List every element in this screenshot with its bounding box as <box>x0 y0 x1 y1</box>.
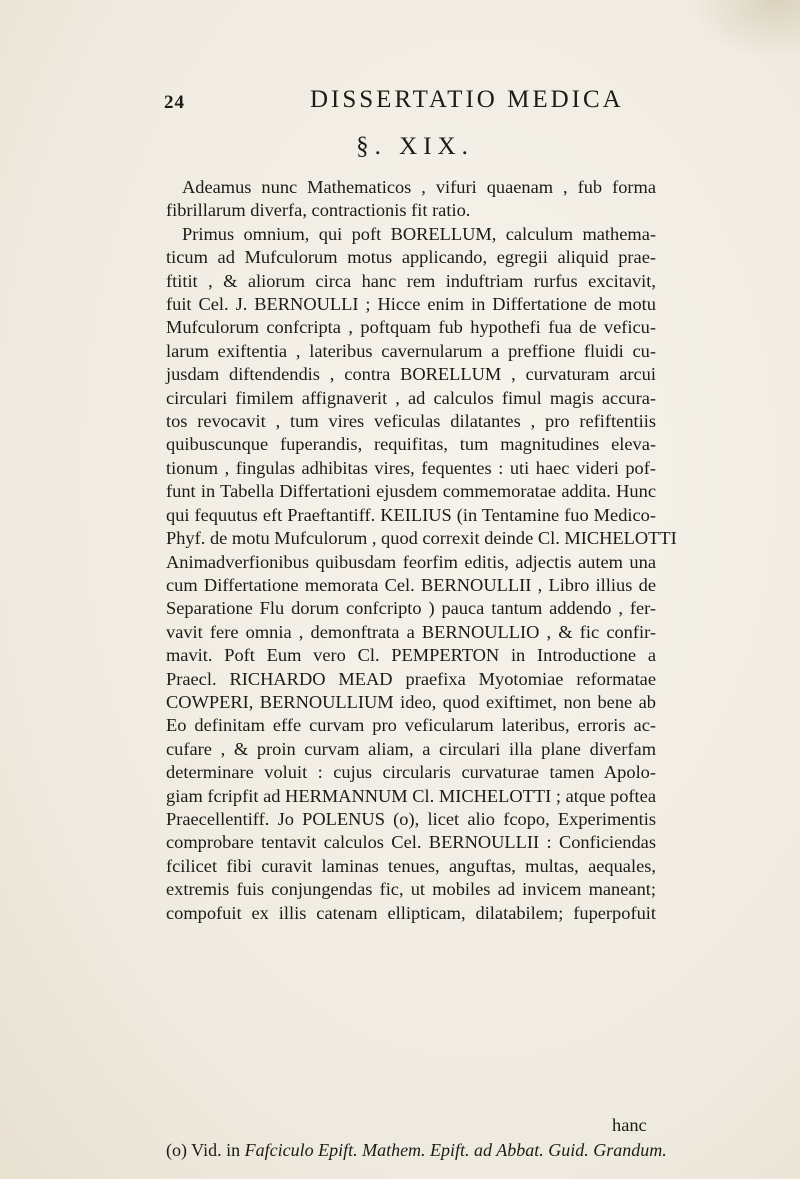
text-line: tos revocavit , tum vires veficulas dilatantes , pro refiftentiis <box>166 411 656 432</box>
footnote-citation: Fafciculo Epift. Mathem. Epift. ad Abbat. Guid. Grandum. <box>244 1140 667 1160</box>
page-header <box>0 86 800 120</box>
text-line: circulari fimilem affignaverit , ad calculos fimul magis accura- <box>166 387 656 408</box>
text-line: Separatione Flu dorum confcripto ) pauca tantum addendo , fer- <box>166 598 656 619</box>
footnote-marker: (o) Vid. in <box>166 1140 241 1160</box>
text-line: fuit Cel. J. BERNOULLI ; Hicce enim in Differtatione de motu <box>166 294 656 315</box>
text-line: fibrillarum diverfa, contractionis fit ratio. <box>166 200 471 221</box>
text-line: Phyf. de motu Mufculorum , quod correxit deinde Cl. MICHELOTTI <box>166 528 677 549</box>
text-line: larum exiftentia , lateribus cavernularum a preffione fluidi cu- <box>166 340 656 361</box>
running-title: DISSERTATIO MEDICA <box>310 86 624 113</box>
text-line: compofuit ex illis catenam ellipticam, dilatabilem; fuperpofuit <box>166 902 656 923</box>
text-line: comprobare tentavit calculos Cel. BERNOULLII : Conficiendas <box>166 832 656 853</box>
footnote <box>166 1140 666 1161</box>
text-line: cum Differtatione memorata Cel. BERNOULLII , Libro illius de <box>166 574 656 595</box>
text-line: Adeamus nunc Mathematicos , vifuri quaenam , fub forma <box>182 177 656 197</box>
text-line: qui fequutus eft Praeftantiff. KEILIUS (in Tentamine fuo Medico- <box>166 504 656 525</box>
text-line: Primus omnium, qui poft BORELLUM, calculum mathema- <box>182 223 656 244</box>
text-line: cufare , & proin curvam aliam, a circulari illa plane diverfam <box>166 738 656 759</box>
body-paragraph <box>166 176 677 925</box>
text-line: Praecellentiff. Jo POLENUS (o), licet alio fcopo, Experimentis <box>166 808 656 829</box>
text-line: Praecl. RICHARDO MEAD praefixa Myotomiae reformatae <box>166 668 656 689</box>
text-line: giam fcripfit ad HERMANNUM Cl. MICHELOTTI ; atque poftea <box>166 785 656 806</box>
text-line: extremis fuis conjungendas fic, ut mobiles ad invicem maneant; <box>166 879 656 900</box>
text-line: ticum ad Mufculorum motus applicando, egregii aliquid prae- <box>166 247 656 268</box>
page-number: 24 <box>164 92 185 113</box>
catchword: hanc <box>612 1115 647 1135</box>
text-line: fcilicet fibi curavit laminas tenues, anguftas, multas, aequales, <box>166 855 656 876</box>
text-line: Mufculorum confcripta , poftquam fub hypothefi fua de veficu- <box>166 317 656 338</box>
text-line: vavit fere omnia , demonftrata a BERNOULLIO , & fic confir- <box>166 621 656 642</box>
text-line: COWPERI, BERNOULLIUM ideo, quod exiftimet, non bene ab <box>166 691 656 712</box>
section-heading: §. XIX. <box>356 133 474 160</box>
text-line: mavit. Poft Eum vero Cl. PEMPERTON in Introductione a <box>166 645 656 666</box>
text-line: quibuscunque fuperandis, requifitas, tum magnitudines eleva- <box>166 434 656 455</box>
text-line: tionum , fingulas adhibitas vires, fequentes : uti haec videri pof- <box>166 457 656 478</box>
paper-stain <box>690 0 800 60</box>
text-line: Eo definitam effe curvam pro veficularum lateribus, erroris ac- <box>166 715 656 736</box>
text-line: determinare voluit : cujus circularis curvaturae tamen Apolo- <box>166 762 656 783</box>
text-line: jusdam diftendendis , contra BORELLUM , curvaturam arcui <box>166 364 656 385</box>
text-line: funt in Tabella Differtationi ejusdem commemoratae addita. Hunc <box>166 481 656 502</box>
text-line: Animadverfionibus quibusdam feorfim editis, adjectis autem una <box>166 551 656 572</box>
text-line: ftitit , & aliorum circa hanc rem induftriam rurfus excitavit, <box>166 270 656 291</box>
